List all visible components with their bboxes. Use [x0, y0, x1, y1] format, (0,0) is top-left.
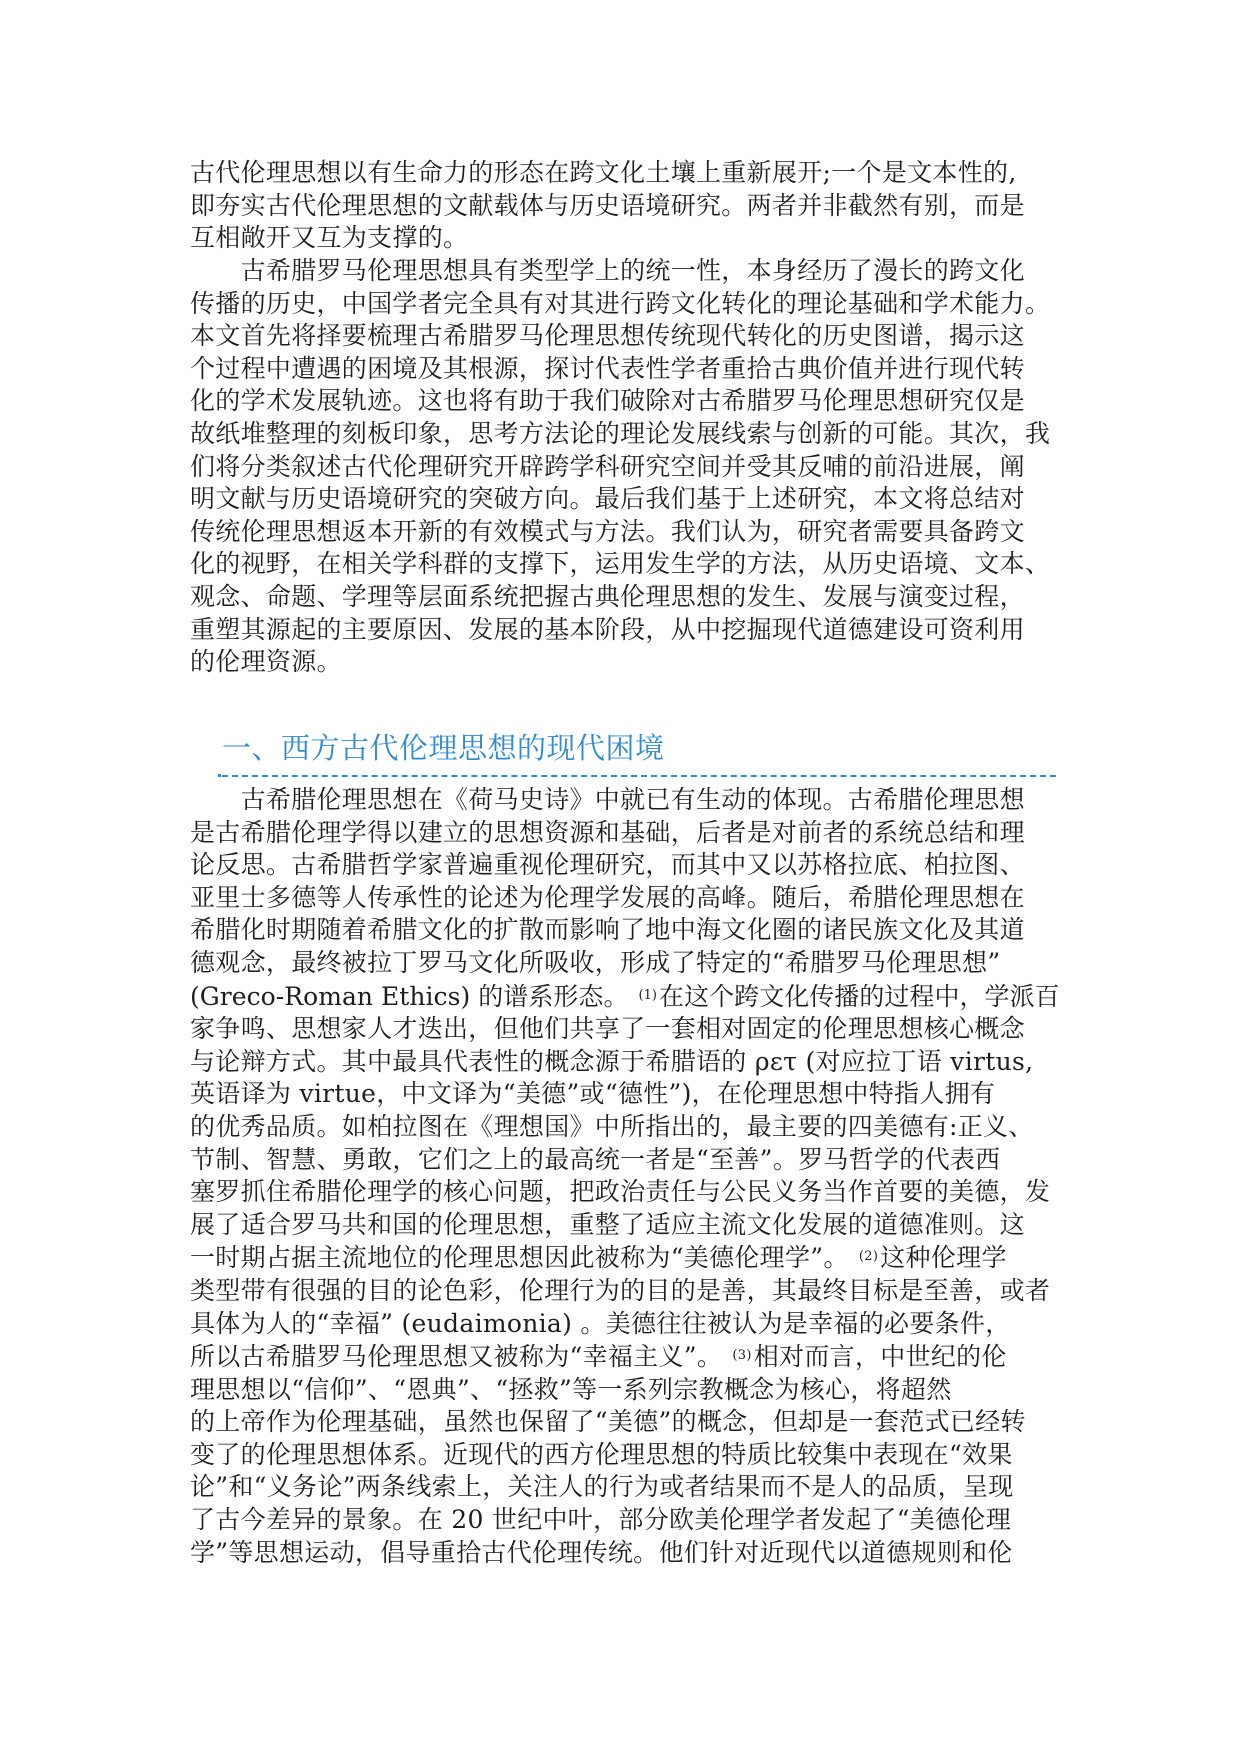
paragraph-greek-ethics — [190, 784, 1060, 1569]
text-line: 是古希腊伦理学得以建立的思想资源和基础，后者是对前者的系统总结和理 — [190, 817, 1025, 847]
text-line: 德观念，最终被拉丁罗马文化所吸收，形成了特定的“希腊罗马伦理思想” — [190, 947, 1001, 977]
paragraph-research-plan — [190, 255, 1060, 679]
text-line: 论反思。古希腊哲学家普遍重视伦理研究，而其中又以苏格拉底、柏拉图、 — [190, 850, 1025, 880]
text-line: 类型带有很强的目的论色彩，伦理行为的目的是善，其最终目标是至善，或者 — [190, 1275, 1051, 1305]
text-line: 学”等思想运动，倡导重拾古代伦理传统。他们针对近现代以道德规则和伦 — [190, 1537, 1013, 1567]
text-run: 一时期占据主流地位的伦理思想因此被称为“美德伦理学”。 — [190, 1243, 849, 1273]
text-line — [190, 980, 1060, 1014]
text-line: 亚里士多德等人传承性的论述为伦理学发展的高峰。随后，希腊伦理思想在 — [190, 882, 1025, 912]
text-line: 个过程中遭遇的困境及其根源，探讨代表性学者重拾古典价值并进行现代转 — [190, 353, 1025, 383]
text-line: 古代伦理思想以有生命力的形态在跨文化土壤上重新展开;一个是文本性的, — [190, 158, 1017, 187]
text-line — [190, 1340, 1060, 1374]
text-run: 所以古希腊罗马伦理思想又被称为“幸福主义”。 — [190, 1342, 723, 1372]
text-line: 家争鸣、思想家人才迭出，但他们共享了一套相对固定的伦理思想核心概念 — [190, 1014, 1025, 1044]
text-run: 在这个跨文化传播的过程中，学派百 — [659, 981, 1060, 1011]
text-line: 节制、智慧、勇敢，它们之上的最高统一者是“至善”。罗马哲学的代表西 — [190, 1144, 1001, 1174]
text-line: 塞罗抓住希腊伦理学的核心问题，把政治责任与公民义务当作首要的美德，发 — [190, 1177, 1051, 1207]
text-line: 论”和“义务论”两条线索上，关注人的行为或者结果而不是人的品质，呈现 — [190, 1472, 1014, 1502]
text-line: 化的学术发展轨迹。这也将有助于我们破除对古希腊罗马伦理思想研究仅是 — [190, 386, 1025, 416]
text-line: 传播的历史，中国学者完全具有对其进行跨文化转化的理论基础和学术能力。 — [190, 288, 1051, 318]
text-line: 变了的伦理思想体系。近现代的西方伦理思想的特质比较集中表现在“效果 — [190, 1439, 1013, 1469]
text-run: (Greco-Roman Ethics) 的谱系形态。 — [190, 981, 629, 1011]
footnote-ref-2[interactable]: (2) — [858, 1249, 879, 1265]
text-line: 重塑其源起的主要原因、发展的基本阶段，从中挖掘现代道德建设可资利用 — [190, 614, 1025, 644]
text-line: 观念、命题、学理等层面系统把握古典伦理思想的发生、发展与演变过程， — [190, 581, 1025, 611]
text-line: 本文首先将择要梳理古希腊罗马伦理思想传统现代转化的历史图谱，揭示这 — [190, 321, 1025, 351]
text-run: 这种伦理学 — [880, 1243, 1007, 1273]
text-line: 具体为人的“幸福” (eudaimonia) 。美德往往被认为是幸福的必要条件， — [190, 1308, 1011, 1338]
text-line: 的优秀品质。如柏拉图在《理想国》中所指出的，最主要的四美德有:正义、 — [190, 1111, 1034, 1141]
heading-underline — [222, 775, 1056, 777]
text-line: 化的视野，在相关学科群的支撑下，运用发生学的方法，从历史语境、文本、 — [190, 549, 1051, 579]
text-line: 理思想以“信仰”、“恩典”、“拯救”等一系列宗教概念为核心，将超然 — [190, 1374, 952, 1404]
text-run: 相对而言，中世纪的伦 — [753, 1342, 1007, 1372]
text-line: 展了适合罗马共和国的伦理思想，重整了适应主流文化发展的道德准则。这 — [190, 1209, 1025, 1239]
text-line: 与论辩方式。其中最具代表性的概念源于希腊语的 ρετ (对应拉丁语 virtus, — [190, 1046, 1034, 1076]
text-line: 的上帝作为伦理基础，虽然也保留了“美德”的概念，但却是一套范式已经转 — [190, 1407, 1026, 1437]
text-line: 英语译为 virtue，中文译为“美德”或“德性”)，在伦理思想中特指人拥有 — [190, 1079, 996, 1109]
section-heading: 一、西方古代伦理思想的现代困境 — [222, 731, 665, 765]
heading-marker — [218, 774, 221, 777]
text-line: 故纸堆整理的刻板印象，思考方法论的理论发展线索与创新的可能。其次，我 — [190, 418, 1051, 448]
text-line — [190, 1241, 1060, 1275]
text-line: 即夯实古代伦理思想的文献载体与历史语境研究。两者并非截然有别，而是 — [190, 190, 1025, 220]
text-line: 传统伦理思想返本开新的有效模式与方法。我们认为，研究者需要具备跨文 — [190, 516, 1025, 546]
text-line: 明文献与历史语境研究的突破方向。最后我们基于上述研究，本文将总结对 — [190, 484, 1025, 514]
footnote-ref-3[interactable]: (3) — [732, 1348, 752, 1364]
paragraph-intro-continuation — [190, 157, 1060, 255]
footnote-ref-1[interactable]: (1) — [638, 987, 658, 1003]
text-line: 互相敞开又互为支撑的。 — [190, 223, 469, 253]
text-line: 的伦理资源。 — [190, 647, 342, 677]
text-line: 们将分类叙述古代伦理研究开辟跨学科研究空间并受其反哺的前沿进展，阐 — [190, 451, 1025, 481]
text-line: 了古今差异的景象。在 20 世纪中叶，部分欧美伦理学者发起了“美德伦理 — [190, 1505, 1011, 1535]
text-line: 希腊化时期随着希腊文化的扩散而影响了地中海文化圈的诸民族文化及其道 — [190, 915, 1025, 945]
text-line: 古希腊罗马伦理思想具有类型学上的统一性，本身经历了漫长的跨文化 — [190, 256, 1025, 285]
text-line: 古希腊伦理思想在《荷马史诗》中就已有生动的体现。古希腊伦理思想 — [190, 785, 1025, 814]
